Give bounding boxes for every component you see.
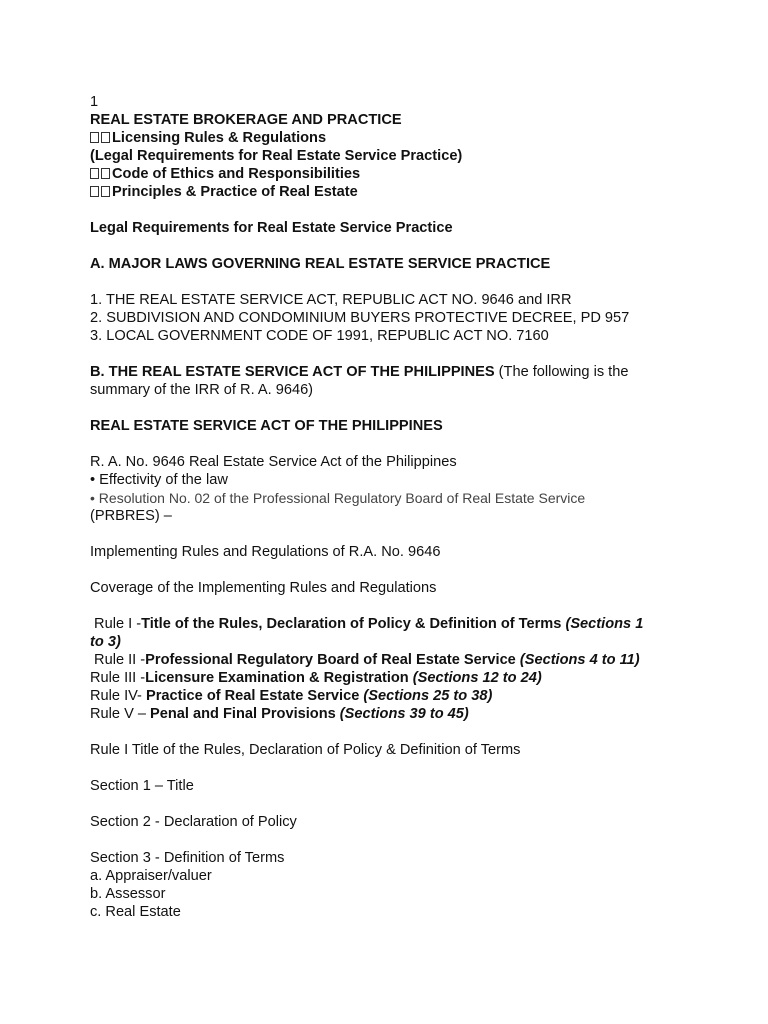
topic-item-1 (90, 129, 690, 147)
rule-prefix: Rule I - (90, 616, 142, 632)
section-2: Section 2 - Declaration of Policy (90, 814, 297, 830)
law-item: 1. THE REAL ESTATE SERVICE ACT, REPUBLIC ACT NO. 9646 and IRR (90, 292, 572, 308)
topic-item-3-label: Principles & Practice of Real Estate (112, 184, 358, 200)
part-b-note: (The following is the (494, 364, 629, 380)
rule-title: Practice of Real Estate Service (145, 688, 360, 704)
checkbox-glyph-icon (90, 168, 99, 179)
rule-title: Penal and Final Provisions (150, 706, 336, 722)
rule-item (90, 705, 690, 723)
term-item: c. Real Estate (90, 904, 181, 920)
coverage-line: Coverage of the Implementing Rules and Regulations (90, 580, 437, 596)
section-title: Legal Requirements for Real Estate Service Practice (90, 220, 453, 236)
part-b-title-line (90, 363, 690, 381)
rule-item (90, 669, 690, 687)
document-body (90, 93, 690, 921)
topic-item-1-label: Licensing Rules & Regulations (112, 130, 327, 146)
rule-prefix: Rule IV- (90, 688, 146, 704)
topic-item-2 (90, 165, 690, 183)
rule-sections: (Sections 4 to 11) (515, 652, 640, 668)
law-item: 3. LOCAL GOVERNMENT CODE OF 1991, REPUBLIC ACT NO. 7160 (90, 328, 549, 344)
part-a-title: A. MAJOR LAWS GOVERNING REAL ESTATE SERVICE PRACTICE (90, 256, 551, 272)
topic-item-1-sub: (Legal Requirements for Real Estate Service Practice) (90, 148, 463, 164)
rule-item (90, 687, 690, 705)
bullet-item: • Effectivity of the law (90, 472, 228, 488)
part-b-title: B. THE REAL ESTATE SERVICE ACT OF THE PHILIPPINES (90, 364, 495, 380)
rule-prefix: Rule V – (90, 706, 151, 722)
rule-1-heading: Rule I Title of the Rules, Declaration of Policy & Definition of Terms (90, 742, 521, 758)
checkbox-glyph-icon (90, 186, 99, 197)
term-item: b. Assessor (90, 886, 166, 902)
rule-sections: (Sections 25 to 38) (359, 688, 493, 704)
rule-title: Title of the Rules, Declaration of Policy & Definition of Terms (141, 616, 562, 632)
checkbox-glyph-icon (101, 186, 110, 197)
act-title: REAL ESTATE SERVICE ACT OF THE PHILIPPINES (90, 418, 443, 434)
rule-item (90, 651, 690, 669)
rule-sections: (Sections 12 to 24) (408, 670, 542, 686)
page-number: 1 (90, 94, 99, 110)
section-3: Section 3 - Definition of Terms (90, 850, 285, 866)
checkbox-glyph-icon (101, 168, 110, 179)
checkbox-glyph-icon (90, 132, 99, 143)
rule-sections: (Sections 1 (561, 616, 644, 632)
document-title: REAL ESTATE BROKERAGE AND PRACTICE (90, 112, 402, 128)
section-1: Section 1 – Title (90, 778, 194, 794)
bullet-item-cont: (PRBRES) – (90, 508, 172, 524)
part-b-note-cont: summary of the IRR of R. A. 9646) (90, 382, 314, 398)
rule-title: Professional Regulatory Board of Real Estate Service (145, 652, 516, 668)
bullet-item: • Resolution No. 02 of the Professional Regulatory Board of Real Estate Service (90, 490, 586, 506)
law-item: 2. SUBDIVISION AND CONDOMINIUM BUYERS PROTECTIVE DECREE, PD 957 (90, 310, 630, 326)
ra-line: R. A. No. 9646 Real Estate Service Act of the Philippines (90, 454, 457, 470)
rule-prefix: Rule II - (90, 652, 146, 668)
term-item: a. Appraiser/valuer (90, 868, 212, 884)
checkbox-glyph-icon (101, 132, 110, 143)
rule-item (90, 615, 690, 633)
irr-line: Implementing Rules and Regulations of R.A. No. 9646 (90, 544, 441, 560)
rule-title: Licensure Examination & Registration (145, 670, 409, 686)
topic-item-2-label: Code of Ethics and Responsibilities (112, 166, 361, 182)
rule-sections-cont: to 3) (90, 634, 121, 650)
rule-prefix: Rule III - (90, 670, 146, 686)
topic-item-3 (90, 183, 690, 201)
rule-sections: (Sections 39 to 45) (335, 706, 469, 722)
